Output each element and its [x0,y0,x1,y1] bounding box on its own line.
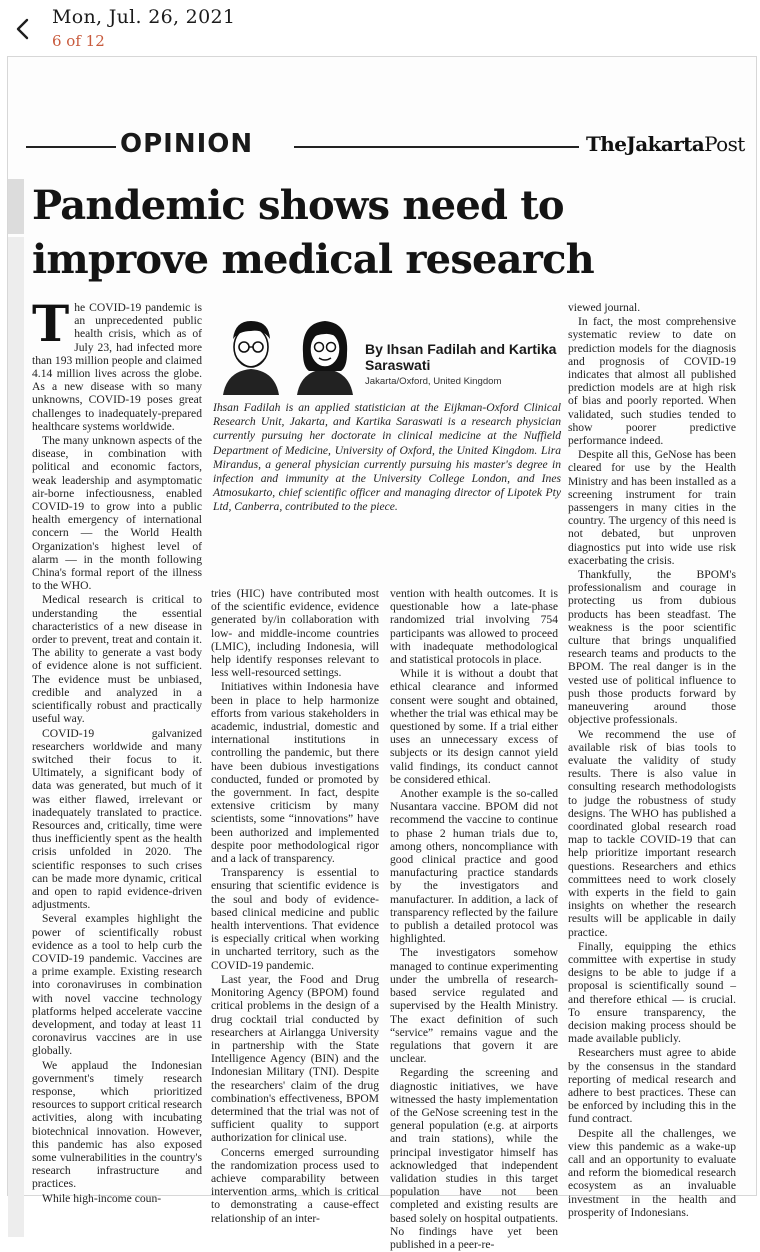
byline-block [365,341,565,387]
viewer-top-bar [0,0,760,62]
page-edge-shade [8,179,24,234]
paragraph [32,294,202,433]
masthead-the: The [586,132,627,156]
paragraph: In fact, the most comprehensive systematic review to date on prediction models for the diagnosis and prognosis of COVID-19 indicates that almost all published prediction models are at high risk of bias and poorly reported. When validated, such studies tended to show poorer predictive performance indeed. [568,315,736,448]
paragraph: Last year, the Food and Drug Monitoring Agency (BPOM) found critical problems in the design of a drug cocktail trial conducted by researchers at Airlangga University in partnership with the State Intelligence Agency (BIN) and the Indonesian Military (TNI). Despite the researchers' claim of the drug combination's effectiveness, BPOM determined that the trial was not of sufficient quality to support authorization for clinical use. [211,972,379,1145]
paragraph-text: he COVID-19 pandemic is an unprecedented public health crisis, which as of July 23, had infected more than 193 million people and claimed 4.14 million lives across the globe. As a new disease with so many unknowns, COVID-19 poses great challenges to inadequately-prepared healthcare systems worldwide. [32,301,202,433]
paragraph: vention with health outcomes. It is questionable how a late-phase randomized trial involving 754 participants was allowed to proceed with inadequate methodological and statistical protocols in place. [390,587,558,667]
section-label: OPINION [120,129,254,159]
paragraph: Transparency is essential to ensuring that scientific evidence is the soul and body of evidence-based clinical medicine and public health interventions. That evidence is especially critical when working in uncharted territory, such as the COVID-19 pandemic. [211,866,379,972]
column-4 [568,301,736,1220]
edition-date: Mon, Jul. 26, 2021 [52,6,236,28]
paragraph: tries (HIC) have contributed most of the scientific evidence, evidence generated by/in collaboration with low- and middle-income countries (LMIC), including Indonesia, will help identify responses relevant to less well-resourced settings. [211,587,379,680]
headline: Pandemic shows need to improve medical research [32,182,594,283]
section-rule-right [294,146,579,148]
drop-cap: T [32,294,70,353]
paragraph: Another example is the so-called Nusantara vaccine. BPOM did not recommend the vaccine to continue to phase 2 human trials due to, among others, noncompliance with good clinical practice and good manufacturing practice standards by the investigators and manufacturer. In addition, a lack of transparency reflected by the failure to publish a detailed protocol was highlighted. [390,787,558,946]
author-portraits [213,309,363,395]
paragraph: Initiatives within Indonesia have been in place to help harmonize efforts from various stakeholders in academic, industrial, domestic and international institutions in controlling the pandemic, but there have been dubious investigations conducted, funded or promoted by the government. In fact, despite extensive criticism by many scientists, some “innovations” have been authorized and implemented despite poor methodological rigor and a lack of transparency. [211,680,379,866]
paragraph: Finally, equipping the ethics committee with expertise in study designs to be able to judge if a proposal is scientifically sound – and therefore ethical — is crucial. To ensure transparency, the decision making process should be made available publicly. [568,939,736,1046]
masthead-post: Post [704,132,745,156]
author-bio: Ihsan Fadilah is an applied statistician at the Eijkman-Oxford Clinical Research Unit, Jakarta, and Kartika Saraswati is a research physician currently pursuing her doctorate in clinical medicine at the Nuffield Department of Medicine, University of Oxford, the United Kingdom. Lira Mirandus, a general physician currently pursuing his master's degree in infection and immunity at the University College London, and Ines Atmosukarto, chief scientific officer and managing director of Lipotek Pty Ltd, Canberra, contributed to the piece. [213,401,561,514]
paragraph: Regarding the screening and diagnostic initiatives, we have witnessed the hasty implementation of the GeNose screening test in the general population (e.g. at airports and train stations), while the principal investigator himself has acknowledged that independent validation studies in this target population have not been completed and existing results are based solely on hospital outpatients. No findings have yet been published in a peer-re- [390,1066,558,1251]
author-portrait-kartika [297,321,353,395]
paragraph: While it is without a doubt that ethical clearance and informed consent were sought and obtained, whether the trial was ethical may be questioned by some. If a trial either uses an unnecessary excess of subjects or its design cannot yield valid findings, its conduct cannot be considered ethical. [390,667,558,786]
column-2 [211,587,379,1226]
author-portrait-ihsan [223,321,279,395]
paragraph: Despite all this, GeNose has been cleared for use by the Health Ministry and has been installed as a screening instrument for train passengers in many cities in the country. The urgency of this need is not debated, but unproven diagnostics put into wide use risk exacerbating the crisis. [568,448,736,567]
paragraph: Despite all the challenges, we view this pandemic as a wake-up call and an opportunity to evaluate and reform the biomedical research ecosystem as an invaluable investment in the health and prosperity of Indonesians. [568,1126,736,1219]
newspaper-page[interactable] [7,56,757,1251]
paragraph: The many unknown aspects of the disease, in combination with political and economic factors, weak leadership and asymptomatic air-borne infectiousness, enabled COVID-19 to grow into a public health emergency of international concern — the World Health Organization's highest level of alarm — in the month following China's formal report of the illness to the WHO. [32,434,202,593]
paragraph: Concerns emerged surrounding the randomization process used to achieve comparability between intervention arms, which is critical to demonstrating a cause-effect relationship of an inter- [211,1145,379,1225]
column-3 [390,587,558,1252]
column-1 [32,294,202,1206]
paragraph: Medical research is critical to understanding the essential characteristics of a new disease in order to prevent, treat and contain it. The ability to generate a vast body of evidence alone is not sufficient. The evidence must be unbiased, credible and analyzed in a scientifically robust and practically useful way. [32,593,202,726]
page-edge-shade-lower [8,237,24,1237]
paragraph: Researchers must agree to abide by the consensus in the standard reporting of medical research and adhere to best practices. These can be enforced by including this in the fund contract. [568,1046,736,1126]
paragraph: While high-income coun- [42,1191,162,1205]
paragraph: viewed journal. [568,301,641,314]
byline: By Ihsan Fadilah and Kartika Saraswati [365,341,557,373]
page-indicator: 6 of 12 [52,32,105,50]
paragraph: Thankfully, the BPOM's professionalism and courage in protecting us from dubious products has been steadfast. The weakness is the poor scientific culture that brings unqualified research teams and products to the BPOM. The real danger is in the vested use of political influence to push those products forward by maneuvering around those objective professionals. [568,568,736,727]
masthead-logo [586,132,745,156]
dateline: Jakarta/Oxford, United Kingdom [365,376,502,387]
section-header [26,129,745,161]
paragraph: The investigators somehow managed to continue experimenting under the umbrella of research-based service regulated and supervised by the Health Ministry. The exact definition of such “service” remains vague and the regulations that govern it are unclear. [390,946,558,1066]
paragraph: COVID-19 galvanized researchers worldwide and many switched their focus to it. Ultimately, a significant body of data was generated, but much of it was either flawed, irrelevant or inadequately translated to practice. Resources and, critically, time were thus inefficiently spent as the health crisis unfolded in 2020. The scientific responses to such crises can be made more dynamic, critical and open to rapid evidence-driven adjustments. [32,726,202,912]
back-chevron-icon[interactable] [12,16,34,42]
paragraph: Several examples highlight the power of scientifically robust evidence as a tool to help curb the COVID-19 pandemic. Vaccines are a prime example. Existing research into coronaviruses in combination with novel vaccine technology platforms helped accelerate vaccine development, and today at least 11 coronavirus vaccines are in use globally. [32,912,202,1058]
paragraph: We applaud the Indonesian government's timely research response, which prioritized resources to support critical research activities, along with incubating biotechnical innovation. However, this pandemic has also exposed some vulnerabilities in the country's research infrastructure and practices. [32,1058,202,1191]
masthead-jakarta: Jakarta [626,132,705,156]
paragraph: We recommend the use of available risk of bias tools to evaluate the validity of study results. There is also value in consulting research methodologists to judge the robustness of study designs. The WHO has published a coordinated global research road map to tackle COVID-19 that can help prioritize important research questions. Researchers and ethics committees need to work closely with experts in the field to gain insights on whether the research results will be applicable in daily practice. [568,727,736,939]
section-rule-left [26,146,116,148]
